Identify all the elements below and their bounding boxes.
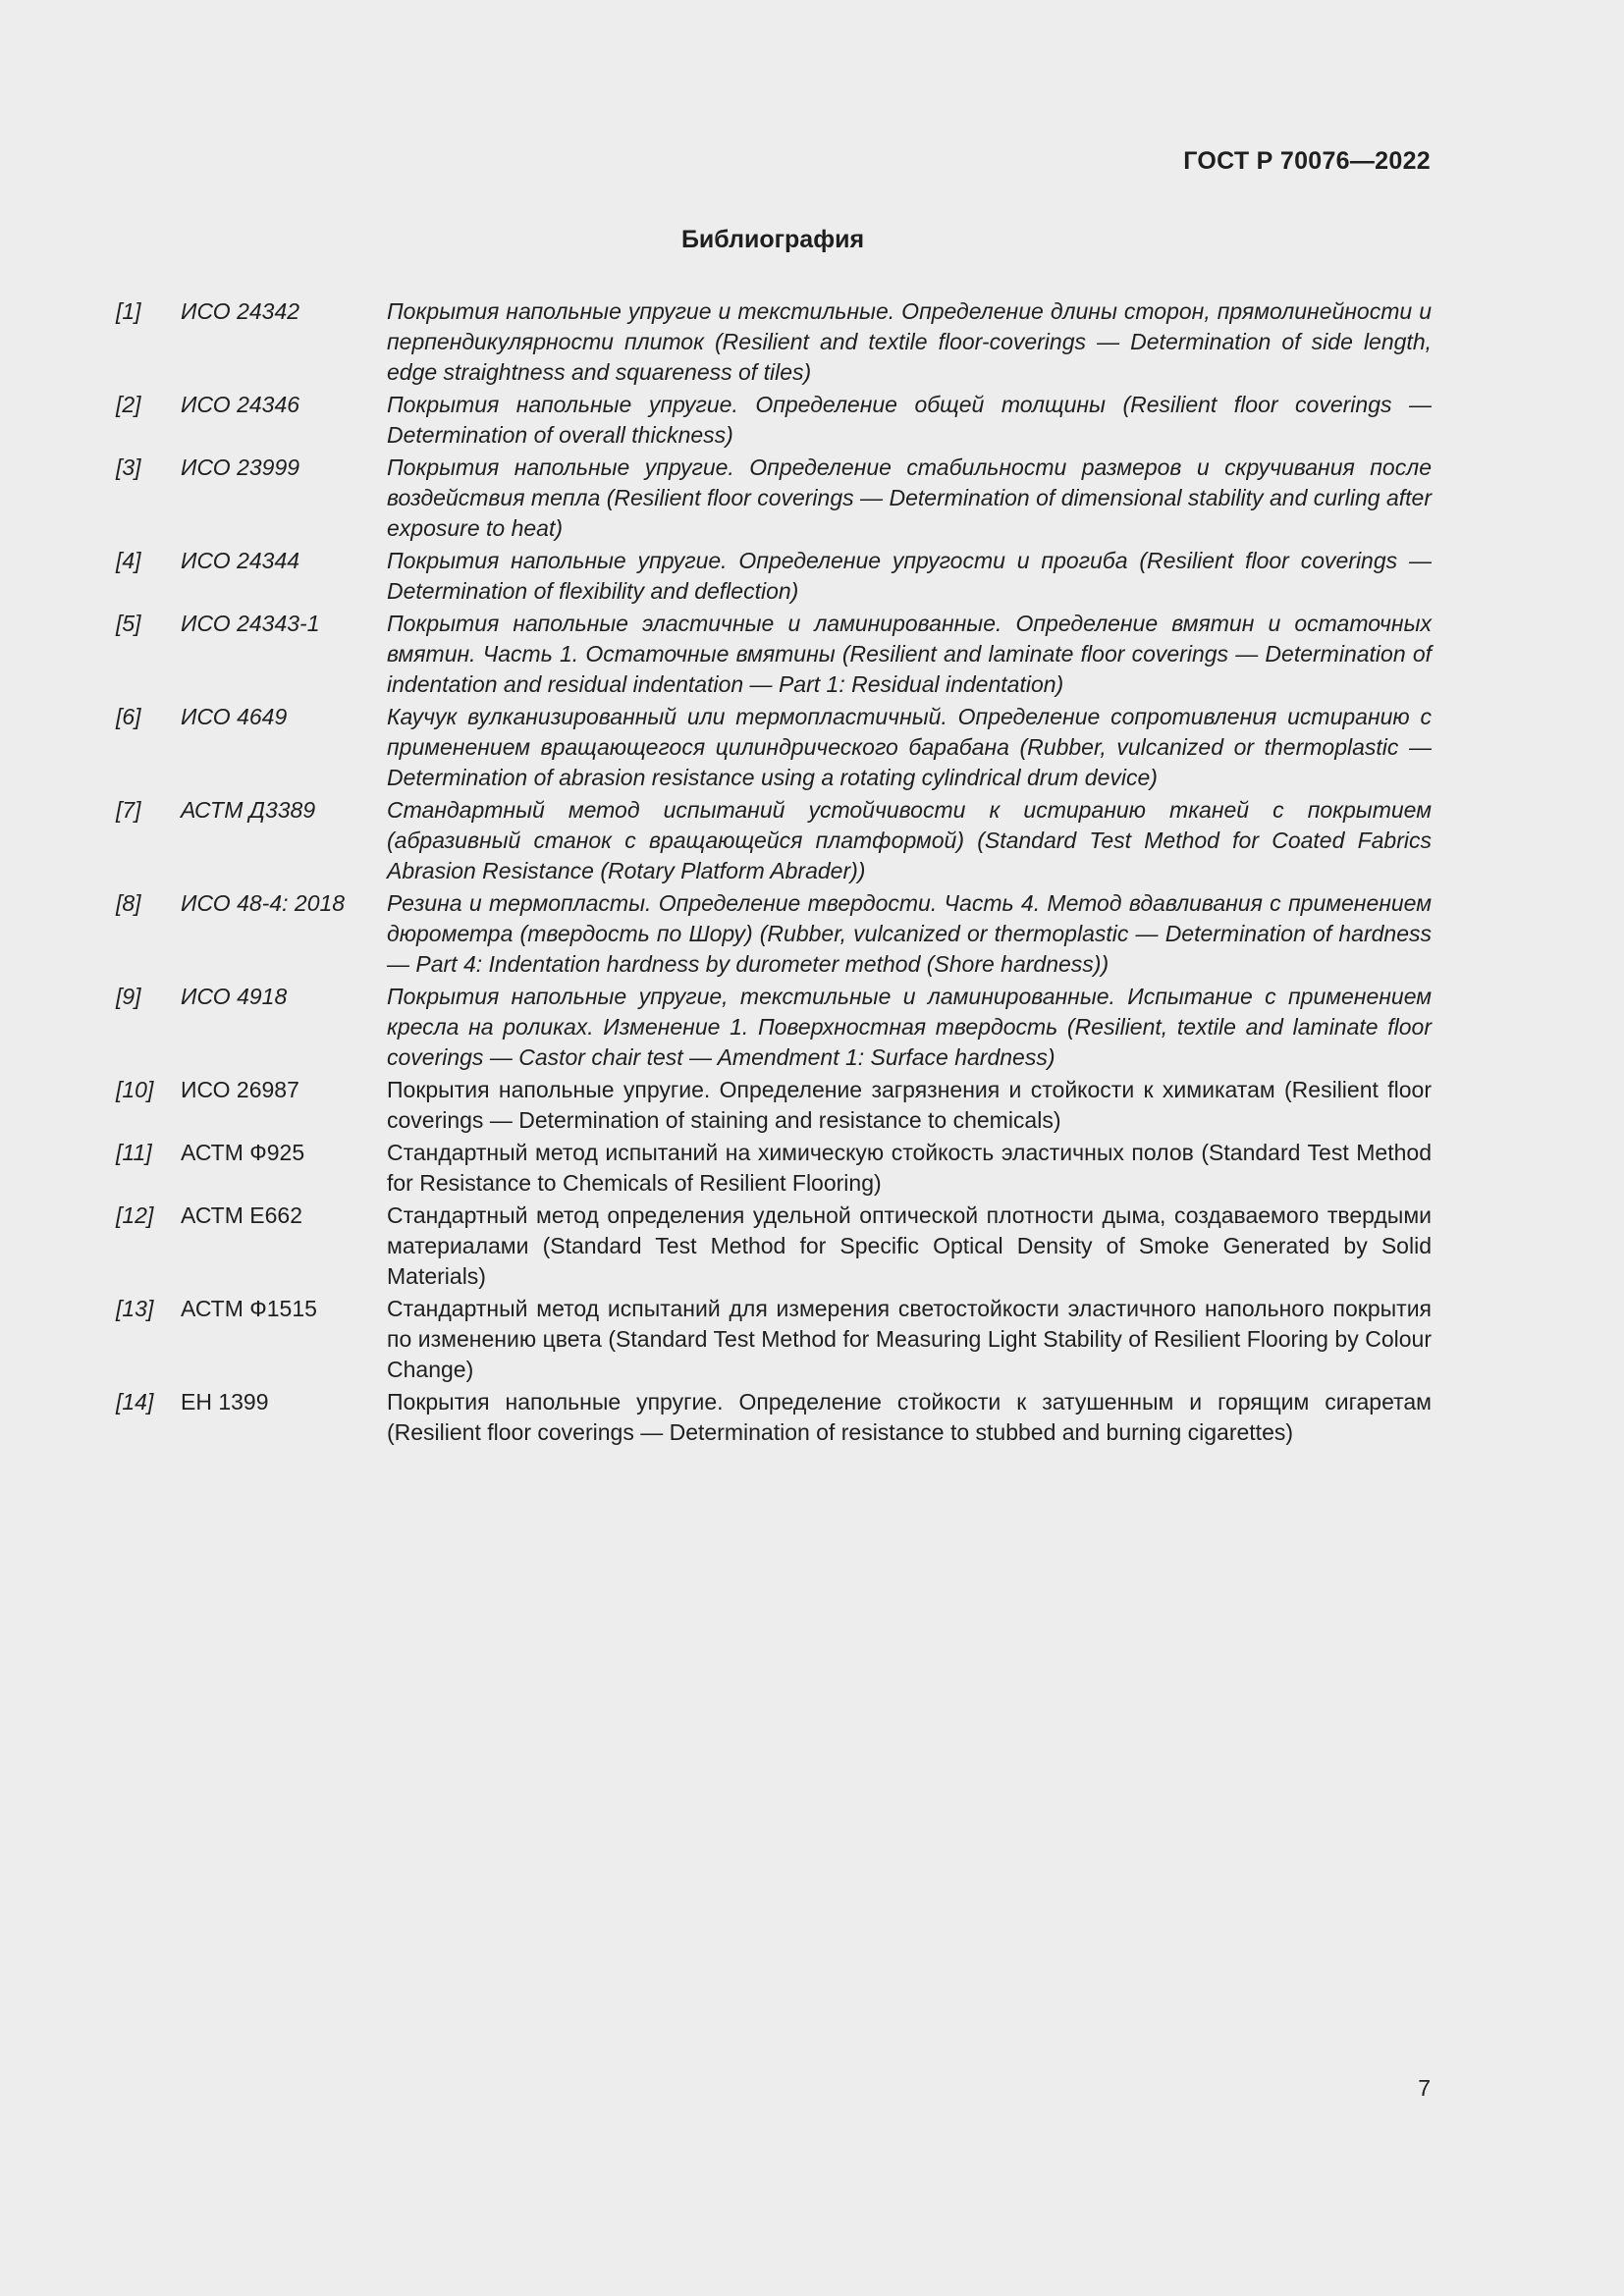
bibliography-entry xyxy=(116,1075,1432,1136)
entry-code: ИСО 26987 xyxy=(181,1077,299,1102)
entry-code: ИСО 24342 xyxy=(181,298,300,324)
entry-title: Стандартный метод определения удельной оптической плотности дыма, создаваемого твердыми материалами (Standard Test Method for Specific Optical Density of Smoke Generated by Solid Materials) xyxy=(387,1202,1432,1289)
entry-number: [13] xyxy=(116,1296,154,1321)
entry-title: Стандартный метод испытаний для измерения светостойкости эластичного напольного покрытия по изменению цвета (Standard Test Method for Measuring Light Stability of Resilient Flooring by Colour Change) xyxy=(387,1296,1432,1382)
entry-code: ИСО 48-4: 2018 xyxy=(181,890,346,916)
bibliography-entry xyxy=(116,795,1432,886)
entry-code: ЕН 1399 xyxy=(181,1389,269,1415)
entry-title: Резина и термопласты. Определение твердости. Часть 4. Метод вдавливания с применением дюрометра (твердость по Шору) (Rubber, vulcanized or thermoplastic — Determination of hardness — Part 4: Indentation hardness by durometer method (Shore hardness)) xyxy=(387,890,1432,977)
entry-number: [11] xyxy=(116,1140,152,1165)
entry-code: ИСО 4649 xyxy=(181,704,288,729)
entry-title: Стандартный метод испытаний устойчивости к истиранию тканей с покрытием (абразивный станок с вращающейся платформой) (Standard Test Method for Coated Fabrics Abrasion Resistance (Rotary Platform Abrader)) xyxy=(387,797,1432,883)
bibliography-entry xyxy=(116,546,1432,607)
entry-title: Покрытия напольные упругие. Определение общей толщины (Resilient floor coverings — Determination of overall thickness) xyxy=(387,392,1432,448)
entry-number: [12] xyxy=(116,1202,154,1228)
bibliography-entry xyxy=(116,1201,1432,1292)
entry-title: Каучук вулканизированный или термопластичный. Определение сопротивления истиранию с применением вращающегося цилиндрического барабана (Rubber, vulcanized or thermoplastic — Determination of abrasion resistance using a rotating cylindrical drum device) xyxy=(387,704,1432,790)
document-code: ГОСТ Р 70076—2022 xyxy=(1183,147,1431,175)
entry-number: [9] xyxy=(116,984,141,1009)
bibliography-entry xyxy=(116,888,1432,980)
page-number: 7 xyxy=(1418,2075,1431,2101)
entry-code: АСТМ Ф1515 xyxy=(181,1296,317,1321)
bibliography-entry xyxy=(116,1294,1432,1385)
entry-title: Покрытия напольные упругие. Определение загрязнения и стойкости к химикатам (Resilient floor coverings — Determination of staining and resistance to chemicals) xyxy=(387,1077,1432,1133)
entry-title: Покрытия напольные эластичные и ламинированные. Определение вмятин и остаточных вмятин. Часть 1. Остаточные вмятины (Resilient and laminate floor coverings — Determination of indentation and residual indentation — Part 1: Residual indentation) xyxy=(387,611,1432,697)
entry-number: [5] xyxy=(116,611,141,636)
entry-number: [10] xyxy=(116,1077,154,1102)
entry-code: ИСО 4918 xyxy=(181,984,288,1009)
entry-code: АСТМ Д3389 xyxy=(181,797,316,823)
bibliography-entry xyxy=(116,296,1432,388)
entry-number: [8] xyxy=(116,890,141,916)
entry-number: [6] xyxy=(116,704,141,729)
entry-title: Покрытия напольные упругие, текстильные и ламинированные. Испытание с применением кресла на роликах. Изменение 1. Поверхностная твердость (Resilient, textile and laminate floor coverings — Castor chair test — Amendment 1: Surface hardness) xyxy=(387,984,1432,1070)
entry-number: [7] xyxy=(116,797,141,823)
bibliography-entry xyxy=(116,702,1432,793)
entry-title: Покрытия напольные упругие и текстильные. Определение длины сторон, прямолинейности и перпендикулярности плиток (Resilient and textile floor-coverings — Determination of side length, edge straightness and squareness of tiles) xyxy=(387,298,1432,385)
entry-title: Покрытия напольные упругие. Определение стабильности размеров и скручивания после воздействия тепла (Resilient floor coverings — Determination of dimensional stability and curling after exposure to heat) xyxy=(387,454,1432,541)
entry-title: Стандартный метод испытаний на химическую стойкость эластичных полов (Standard Test Method for Resistance to Chemicals of Resilient Flooring) xyxy=(387,1140,1432,1196)
bibliography-entry xyxy=(116,982,1432,1073)
entry-number: [3] xyxy=(116,454,141,480)
page-title: Библиография xyxy=(680,226,865,253)
entry-title: Покрытия напольные упругие. Определение упругости и прогиба (Resilient floor coverings — Determination of flexibility and deflection) xyxy=(387,548,1432,604)
entry-code: АСТМ Ф925 xyxy=(181,1140,305,1165)
entry-code: ИСО 24343-1 xyxy=(181,611,320,636)
entry-title: Покрытия напольные упругие. Определение стойкости к затушенным и горящим сигаретам (Resilient floor coverings — Determination of resistance to stubbed and burning cigarettes) xyxy=(387,1389,1432,1445)
bibliography-entry xyxy=(116,453,1432,544)
entry-code: АСТМ Е662 xyxy=(181,1202,302,1228)
entry-code: ИСО 23999 xyxy=(181,454,300,480)
entry-number: [4] xyxy=(116,548,141,573)
bibliography-entry xyxy=(116,390,1432,451)
bibliography-entry xyxy=(116,609,1432,700)
entry-number: [1] xyxy=(116,298,141,324)
bibliography-entry xyxy=(116,1387,1432,1448)
entry-code: ИСО 24346 xyxy=(181,392,300,417)
entry-number: [2] xyxy=(116,392,141,417)
bibliography-entry xyxy=(116,1138,1432,1199)
entry-number: [14] xyxy=(116,1389,154,1415)
bibliography-list xyxy=(116,296,1432,1450)
entry-code: ИСО 24344 xyxy=(181,548,300,573)
